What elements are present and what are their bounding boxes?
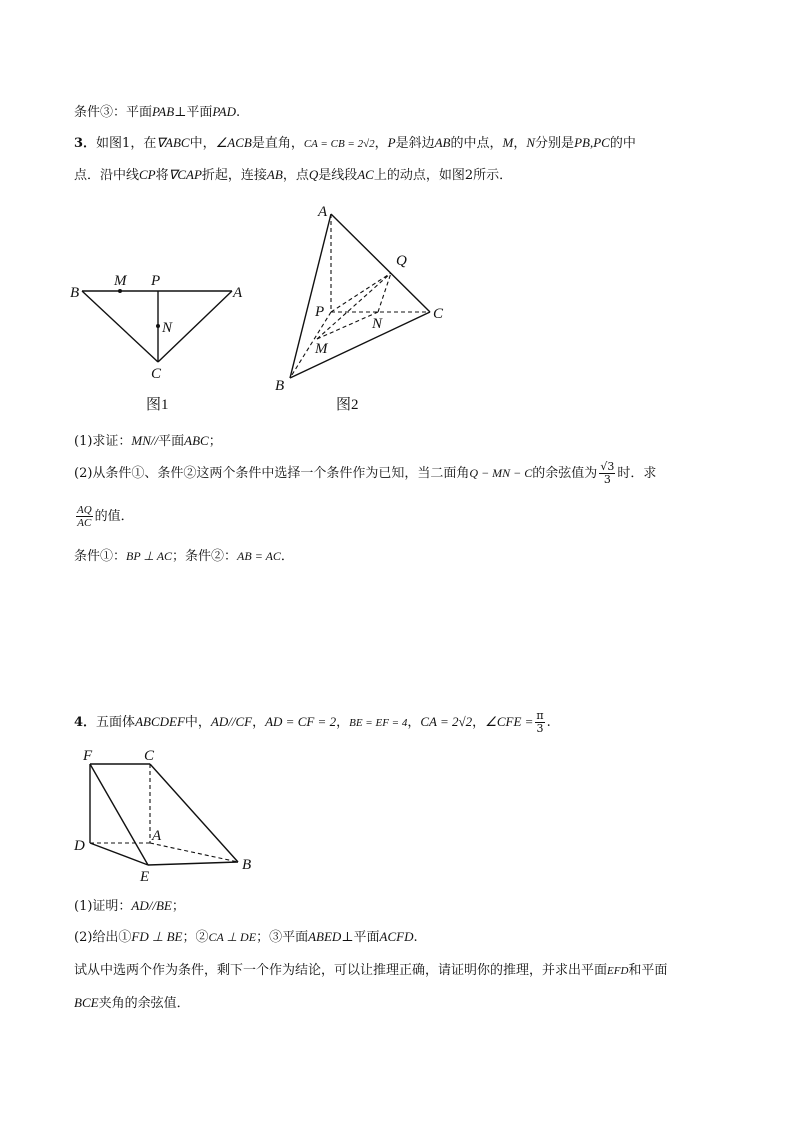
label-N-2: N — [372, 316, 383, 332]
condition-3-line: 条件③：平面PAB⊥平面PAD. — [74, 104, 241, 120]
label-P-2: P — [315, 304, 325, 320]
segment-PQ-dashed — [331, 273, 391, 312]
label-F-q4: F — [83, 748, 93, 764]
label-C-q4: C — [144, 748, 155, 764]
label-P: P — [151, 273, 161, 289]
figure-2-caption: 图2 — [336, 397, 359, 413]
segment-AC-2 — [331, 214, 430, 312]
q4-part2-instruction-cont: BCE夹角的余弦值． — [74, 995, 190, 1011]
label-N: N — [162, 320, 173, 336]
q4-part2-instruction: 试从中选两个作为条件，剩下一个作为结论，可以让推理正确，请证明你的推理，并求出平面EFD和平面 — [74, 963, 668, 978]
point-N — [156, 324, 160, 328]
label-B: B — [70, 285, 80, 301]
label-C: C — [151, 366, 162, 382]
segment-CB — [150, 764, 238, 862]
q4-part2: (2)给出①FD ⊥ BE；②CA ⊥ DE；③平面ABED⊥平面ACFD. — [74, 929, 418, 945]
fraction-AQ-over-AC: $\frac{AQ}{AC}$ — [77, 504, 92, 529]
q3-part2: (2)从条件①、条件②这两个条件中选择一个条件作为已知，当二面角Q − MN − C的余弦值为 $\frac{√3}{3}$ 时．求 — [74, 460, 657, 486]
q4-part1: (1)证明：AD//BE； — [74, 898, 185, 914]
label-A-2: A — [318, 204, 328, 220]
fraction-sqrt3-over-3: $\frac{√3}{3}$ — [600, 460, 615, 486]
segment-BC — [82, 291, 158, 362]
label-M-2: M — [315, 341, 328, 357]
segment-FE — [90, 764, 148, 865]
figure-2-tetrahedron — [290, 214, 430, 378]
label-A: A — [233, 285, 243, 301]
label-A-q4: A — [152, 828, 162, 844]
label-Q-2: Q — [396, 253, 407, 269]
segment-EB — [148, 862, 238, 865]
q3-statement-line2: 点．沿中线CP将∇CAP折起，连接AB，点Q是线段AC上的动点，如图2所示． — [74, 167, 513, 183]
label-B-q4: B — [242, 857, 252, 873]
segment-AB-dashed — [150, 843, 238, 862]
segment-NQ-dashed — [378, 273, 391, 312]
q3-part2-cont: $\frac{AQ}{AC}$ 的值． — [77, 504, 134, 529]
q3-statement-line1: 3．如图1，在∇ABC中，∠ACB是直角，CA = CB = 2√2，P是斜边AB的中点，M，N分别是PB,PC的中 — [74, 135, 636, 151]
label-C-2: C — [433, 306, 444, 322]
q3-part1: (1)求证：MN//平面ABC； — [74, 433, 222, 449]
segment-MN-dashed — [317, 312, 378, 339]
figure-pentahedron — [90, 764, 238, 865]
label-D-q4: D — [74, 838, 85, 854]
q3-conditions: 条件①：BP ⊥ AC；条件②：AB = AC． — [74, 549, 294, 564]
point-M — [118, 289, 122, 293]
label-M: M — [114, 273, 127, 289]
fraction-pi-over-3: $\frac{\pi}{3}$ — [536, 709, 544, 735]
q4-statement: 4．五面体ABCDEF中，AD//CF，AD = CF = 2，BE = EF = 4，CA = 2√2，∠CFE = $\frac{\pi}{3}$ . — [74, 709, 551, 735]
label-E-q4: E — [140, 869, 150, 885]
figure-1-caption: 图1 — [146, 397, 169, 413]
segment-DE — [90, 843, 148, 865]
label-B-2: B — [275, 378, 285, 394]
